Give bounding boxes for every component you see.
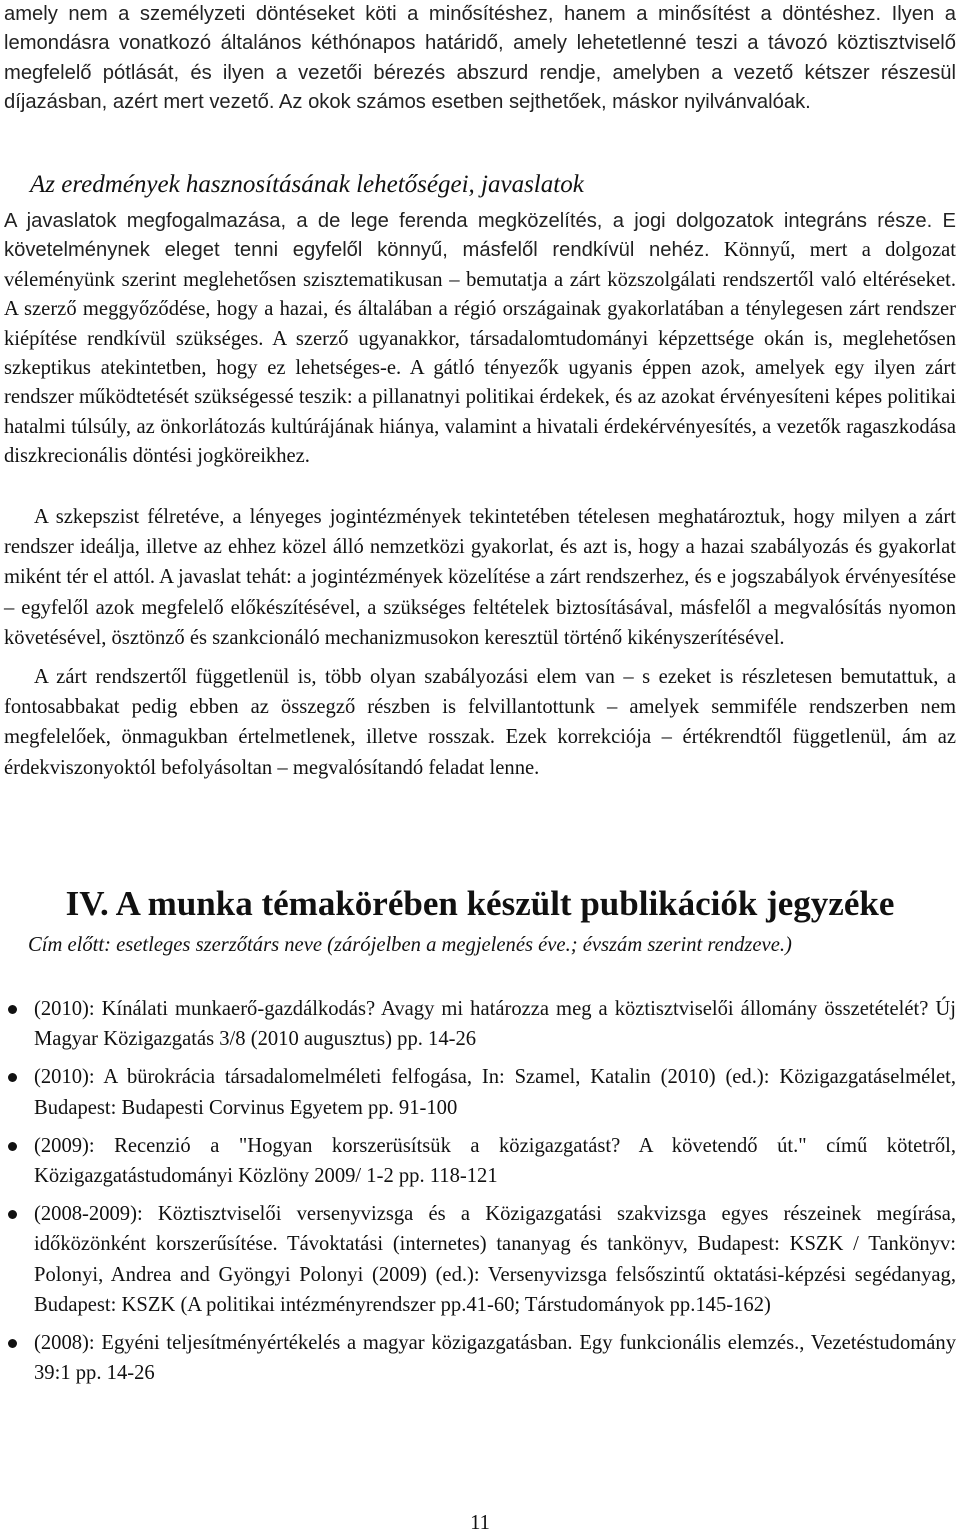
publication-list [0,994,956,1396]
list-item [0,1199,956,1320]
bullet-icon [8,1339,17,1348]
bullet-icon [8,1210,17,1219]
publication-text: (2009): Recenzió a "Hogyan korszerüsítsük a közigazgatást? A követendő út." című kötetről, Közigazgatástudományi Közlöny 2009/ 1-2 pp. 118-121 [34,1134,956,1188]
section-heading: Az eredmények hasznosításának lehetőségei, javaslatok [30,171,584,198]
citation-note: Cím előtt: esetleges szerzőtárs neve (zárójelben a megjelenés éve.; évszám szerint rendzeve.) [28,934,792,956]
javaslatok-paragraph-sans: A javaslatok megfogalmazása, a de lege ferenda megközelítés, a jogi dolgozatok integráns része. E követelménynek eleget tenni egyfelől könnyű, másfelől rendkívül nehéz. [4,210,956,262]
body-paragraph: A szkepszist félretéve, a lényeges jogintézmények tekintetében tételesen meghatároztuk, hogy milyen a zárt rendszer ideálja, illetve az ehhez közel álló nemzetközi gyakorlat, és azt is, hogy a hazai szabályozás és gyakorlat miként tér el attól. A javaslat tehát: a jogintézmények közelítése a zárt rendszerhez, és e jogszabályok érvényesítése – egyfelől azok megfelelő előkészítésével, a szükséges feltételek biztosításával, másfelől a megvalósítás nyomon követésével, ösztönző és szankcionáló mechanizmusokon keresztül történő kikényszerítésével. [4,506,956,649]
top-paragraph: amely nem a személyzeti döntéseket köti a minősítéshez, hanem a minősítést a döntéshez. Ilyen a lemondásra vonatkozó általános kéthónapos határidő, amely lehetetlenné teszi a távozó köztisztviselő megfelelő pótlását, és ilyen a vezetői bérezés abszurd rendje, amelyben a vezető kétszer részesül díjazásban, azért mert vezető. Az okok számos esetben sejthetőek, máskor nyilvánvalóak. [4,3,956,114]
list-item [0,994,956,1054]
list-item [0,1328,956,1388]
publication-text: (2010): A bürokrácia társadalomelméleti felfogása, In: Szamel, Katalin (2010) (ed.): Közigazgatáselmélet, Budapest: Budapesti Corvinus Egyetem pp. 91-100 [34,1066,956,1119]
chapter-heading: IV. A munka témakörében készült publikációk jegyzéke [65,884,895,923]
publication-text: (2008): Egyéni teljesítményértékelés a magyar közigazgatásban. Egy funkcionális elemzés., Vezetéstudomány 39:1 pp. 14-26 [34,1332,956,1385]
body-paragraph: A zárt rendszertől függetlenül is, több olyan szabályozási elem van – s ezeket is részletesen bemutattuk, a fontosabbakat pedig ebben az összegző részben is felvillantottunk – amelyek semmiféle rendszerben nem megfelelőek, önmagukban értelmetlenek, illetve rosszak. Ezek korrekciója – értékrendtől függetlenül, ám az érdekviszonyoktól befolyásoltan – megvalósítandó feladat lenne. [4,666,956,779]
bullet-icon [8,1142,17,1151]
bullet-icon [8,1005,17,1014]
page-number: 11 [470,1512,490,1534]
list-item [0,1131,956,1191]
javaslatok-paragraph-serif: Könnyű, mert a dolgozat véleményünk szerint meglehetősen szisztematikusan – bemutatja a zárt közszolgálati rendszertől való eltéréseket. A szerző meggyőződése, hogy a hazai, és általában a régió országainak gyakorlatában a ténylegesen zárt rendszer kiépítése rendkívül szükséges. A szerző ugyanakkor, társadalomtudományi képzettsége okán is, meglehetősen szkeptikus atekintetben, hogy ez lehetséges-e. A gátló tényezők ugyanis éppen azok, amelyek egy ilyen zárt rendszer működtetését szükségessé teszik: a pillanatnyi politikai érdekek, és az azokat érvényesíteni képes politikai hatalmi túlsúly, az önkorlátozás kultúrájának hiánya, valamint a hivatali érdekérvényesítés, a vezetők ragaszkodása diszkrecionális döntési jogköreikhez. [4,239,956,468]
body-paragraphs [4,502,956,792]
bullet-icon [8,1073,17,1082]
list-item [0,1062,956,1122]
publication-text: (2010): Kínálati munkaerő-gazdálkodás? Avagy mi határozza meg a köztisztviselői állomány összetételét? Új Magyar Közigazgatás 3/8 (2010 augusztus) pp. 14-26 [34,998,956,1051]
publication-text: (2008-2009): Köztisztviselői versenyvizsga és a Közigazgatási szakvizsga egyes részeinek megírása, időközönként korszerűsítése. Távoktatási (internetes) tananyag és tankönyv, Budapest: KSZK / Tankönyv: Polonyi, Andrea and Gyöngyi Polonyi (2009) (ed.): Versenyvizsga felsőszintű oktatási-képzési segédanyag, Budapest: KSZK (A politikai intézményrendszer pp.41-60; Társtudományok pp.145-162) [34,1203,956,1316]
javaslatok-paragraph [4,207,956,472]
